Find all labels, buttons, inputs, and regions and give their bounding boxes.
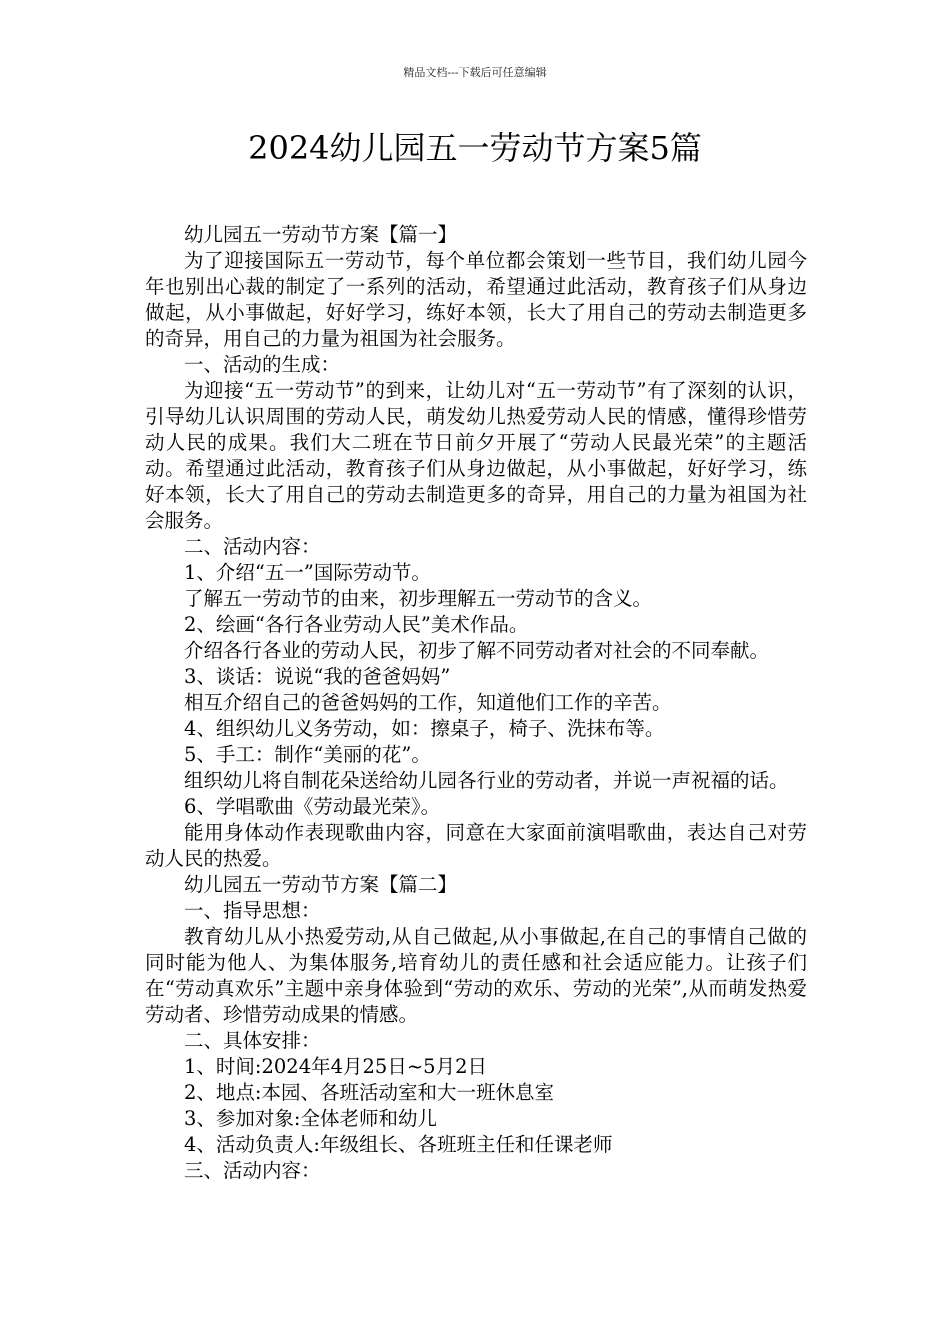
paragraph: 相互介绍自己的爸爸妈妈的工作，知道他们工作的辛苦。 — [184, 691, 672, 714]
paragraph: 能用身体动作表现歌曲内容，同意在大家面前演唱歌曲，表达自己对劳动人民的热爱。 — [145, 821, 807, 870]
list-item: 2、地点:本园、各班活动室和大一班休息室 — [184, 1081, 554, 1104]
list-item: 6、学唱歌曲《劳动最光荣》。 — [184, 795, 441, 818]
paragraph: 介绍各行各业的劳动人民，初步了解不同劳动者对社会的不同奉献。 — [184, 639, 770, 662]
list-item: 5、手工：制作“美丽的花”。 — [184, 743, 431, 766]
subheading: 二、具体安排： — [184, 1029, 321, 1052]
subheading: 三、活动内容： — [184, 1159, 321, 1182]
list-item: 3、谈话：说说“我的爸爸妈妈” — [184, 665, 451, 688]
subheading: 一、活动的生成： — [184, 353, 341, 376]
list-item: 1、时间:2024年4月25日~5月2日 — [184, 1055, 487, 1078]
paragraph: 为了迎接国际五一劳动节，每个单位都会策划一些节目，我们幼儿园今年也别出心裁的制定了一系列的活动，希望通过此活动，教育孩子们从身边做起，从小事做起，好好学习，练好本领，长大了用自己的劳动去制造更多的奇异，用自己的力量为祖国为社会服务。 — [145, 249, 807, 350]
list-item: 2、绘画“各行各业劳动人民”美术作品。 — [184, 613, 529, 636]
document-title: 2024幼儿园五一劳动节方案5篇 — [248, 129, 702, 167]
list-item: 3、参加对象:全体老师和幼儿 — [184, 1107, 437, 1130]
section-heading: 幼儿园五一劳动节方案【篇二】 — [184, 873, 458, 896]
header-note: 精品文档---下载后可任意编辑 — [403, 66, 547, 79]
subheading: 二、活动内容： — [184, 535, 321, 558]
subheading: 一、指导思想： — [184, 899, 321, 922]
paragraph: 教育幼儿从小热爱劳动,从自己做起,从小事做起,在自己的事情自己做的同时能为他人、为集体服务,培育幼儿的责任感和社会适应能力。让孩子们在“劳动真欢乐”主题中亲身体验到“劳动的欢乐、劳动的光荣”,从而萌发热爱劳动者、珍惜劳动成果的情感。 — [145, 925, 807, 1026]
paragraph: 组织幼儿将自制花朵送给幼儿园各行业的劳动者，并说一声祝福的话。 — [184, 769, 789, 792]
paragraph: 了解五一劳动节的由来，初步理解五一劳动节的含义。 — [184, 587, 653, 610]
section-heading: 幼儿园五一劳动节方案【篇一】 — [184, 223, 458, 246]
list-item: 4、活动负责人:年级组长、各班班主任和任课老师 — [184, 1133, 613, 1156]
document-body — [145, 222, 807, 1184]
paragraph: 为迎接“五一劳动节”的到来，让幼儿对“五一劳动节”有了深刻的认识，引导幼儿认识周围的劳动人民，萌发幼儿热爱劳动人民的情感，懂得珍惜劳动人民的成果。我们大二班在节日前夕开展了“劳动人民最光荣”的主题活动。希望通过此活动，教育孩子们从身边做起，从小事做起，好好学习，练好本领，长大了用自己的劳动去制造更多的奇异，用自己的力量为祖国为社会服务。 — [145, 379, 807, 532]
list-item: 4、组织幼儿义务劳动，如：擦桌子，椅子、洗抹布等。 — [184, 717, 665, 740]
list-item: 1、介绍“五一”国际劳动节。 — [184, 561, 431, 584]
